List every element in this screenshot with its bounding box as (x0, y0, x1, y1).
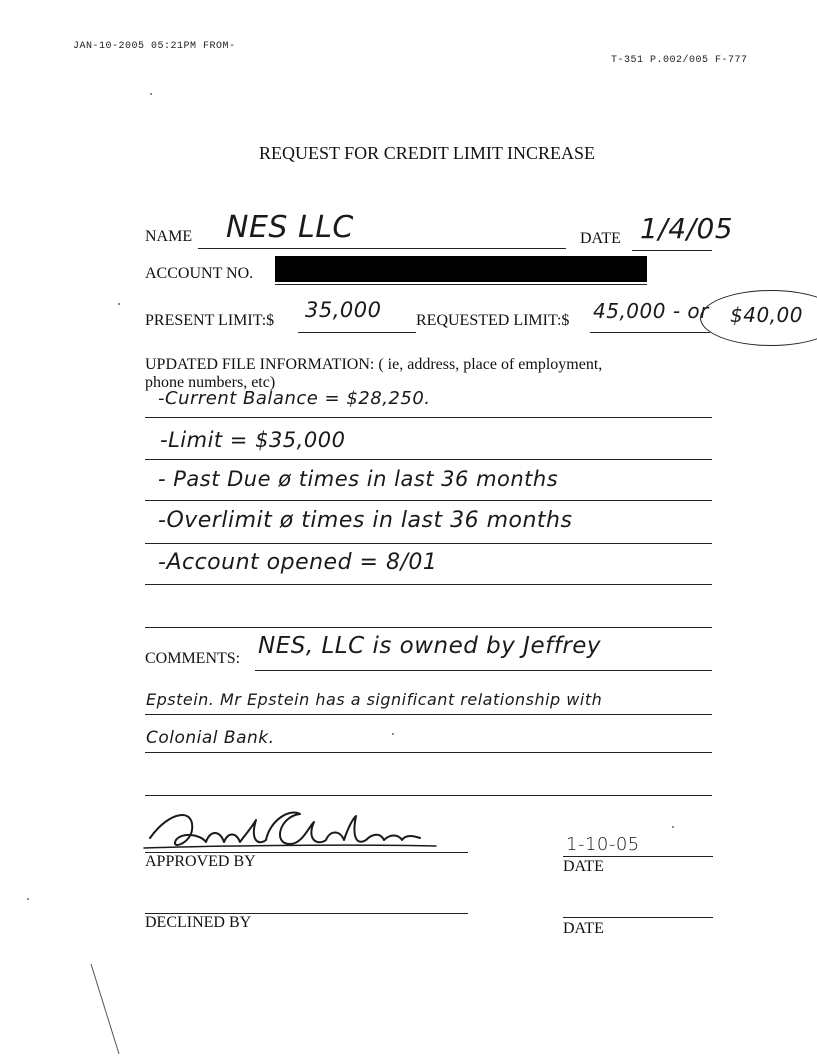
approved-date-label: DATE (563, 858, 604, 875)
declined-date-label: DATE (563, 920, 604, 937)
scan-speck (118, 303, 120, 305)
present-limit-rule (298, 332, 416, 333)
account-redaction (275, 256, 647, 282)
date-value: 1/4/05 (640, 212, 734, 245)
comments-label: COMMENTS: (145, 650, 241, 667)
updated-line: -Current Balance = $28,250. (158, 388, 431, 409)
page-title: REQUEST FOR CREDIT LIMIT INCREASE (259, 143, 596, 163)
scan-artifact-line (85, 960, 125, 1056)
declined-by-label: DECLINED BY (145, 914, 252, 931)
approved-by-label: APPROVED BY (145, 853, 256, 870)
updated-line: - Past Due ø times in last 36 months (158, 467, 559, 491)
updated-rule (145, 500, 712, 501)
present-limit-value: 35,000 (305, 298, 382, 322)
scan-speck (150, 93, 152, 95)
comments-rule (145, 752, 712, 753)
comments-line: Epstein. Mr Epstein has a significant relationship with (146, 690, 603, 709)
updated-line: -Limit = $35,000 (160, 428, 346, 452)
comments-rule (145, 795, 712, 796)
approved-date-rule (563, 856, 713, 857)
scan-speck (392, 733, 394, 735)
present-limit-label: PRESENT LIMIT:$ (145, 312, 275, 329)
fax-header-left: JAN-10-2005 05:21PM FROM- (73, 41, 236, 52)
account-label: ACCOUNT NO. (145, 265, 254, 282)
name-label: NAME (145, 228, 193, 245)
declined-date-rule (563, 917, 713, 918)
updated-rule (145, 584, 712, 585)
account-rule (275, 284, 647, 285)
comments-line: Colonial Bank. (146, 728, 275, 748)
comments-rule (255, 670, 712, 671)
approved-date-value: 1-10-05 (566, 834, 640, 855)
comments-rule (145, 714, 712, 715)
comments-line: NES, LLC is owned by Jeffrey (258, 633, 602, 659)
updated-rule (145, 459, 712, 460)
requested-limit-alt-value: $40,00 (730, 303, 803, 327)
updated-rule (145, 627, 712, 628)
scan-speck (27, 898, 29, 900)
updated-rule (145, 543, 712, 544)
approval-signature (140, 800, 440, 860)
name-rule (198, 248, 566, 249)
scan-speck (672, 826, 674, 828)
updated-rule (145, 417, 712, 418)
name-value: NES LLC (226, 210, 354, 245)
updated-info-label-2: phone numbers, etc) (145, 374, 276, 391)
requested-limit-rule (590, 332, 710, 333)
updated-line: -Overlimit ø times in last 36 months (158, 508, 573, 533)
updated-line: -Account opened = 8/01 (158, 550, 438, 575)
fax-header-right: T-351 P.002/005 F-777 (611, 55, 748, 66)
date-rule (632, 250, 712, 251)
date-label: DATE (580, 230, 621, 247)
updated-info-label: UPDATED FILE INFORMATION: ( ie, address, place of employment, (145, 356, 603, 373)
requested-limit-value: 45,000 - or (593, 299, 709, 323)
requested-limit-label: REQUESTED LIMIT:$ (416, 312, 570, 329)
